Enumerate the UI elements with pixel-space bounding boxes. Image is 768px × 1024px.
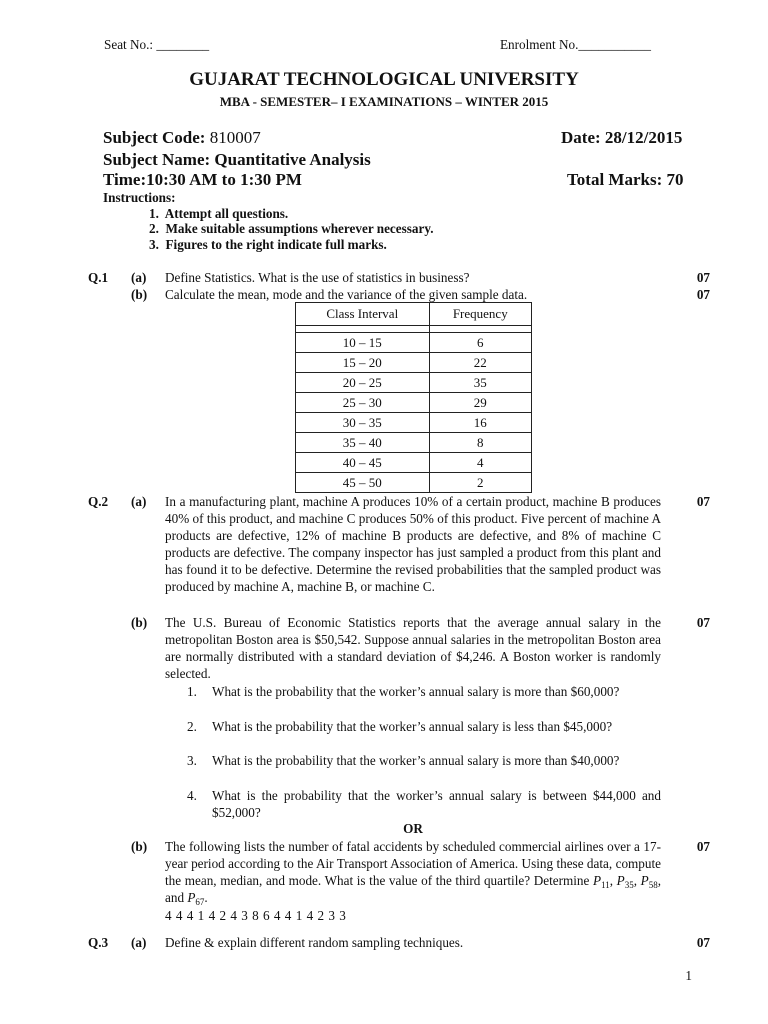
q3-part-a-label: (a) (131, 935, 147, 950)
list-item-number: 2. (187, 719, 197, 734)
instruction-item: 2. Make suitable assumptions wherever necessary. (149, 221, 434, 236)
instruction-item: 1. Attempt all questions. (149, 206, 289, 221)
list-item-number: 1. (187, 684, 197, 699)
question-2-number: Q.2 (88, 494, 109, 509)
table-row: 10 – 15 6 (296, 333, 532, 353)
table-spacer-row (296, 326, 532, 333)
q2-part-a-label: (a) (131, 494, 147, 509)
question-1-number: Q.1 (88, 270, 109, 285)
subject-name: Subject Name: Quantitative Analysis (103, 150, 371, 169)
frequency-table (295, 302, 532, 493)
q1-part-b-label: (b) (131, 287, 148, 302)
q2-part-b-alt-marks: 07 (696, 839, 710, 854)
table-header-cell: Class Interval (296, 303, 430, 326)
instructions-heading: Instructions: (103, 190, 176, 205)
subject-code-value: 810007 (209, 128, 261, 147)
table-row: 35 – 40 8 (296, 433, 532, 453)
q2-part-a-text: In a manufacturing plant, machine A produces 10% of a certain product, machine B produces 40% of this product, and machine C produces 50% of this product. Five percent of machine A products are defective, 12% of machine B products are defective, and 8% of machine C products are defective. The company inspector has just sampled a product from this plant and has found it to be defective. Determine the revised probabilities that the sampled product was produced by machine A, machine B, or machine C. (165, 494, 661, 594)
list-item: What is the probability that the worker’s annual salary is more than $60,000? (212, 684, 620, 699)
q2-part-a-marks: 07 (696, 494, 710, 509)
list-item: What is the probability that the worker’s annual salary is between $44,000 and $52,000? (212, 788, 661, 820)
exam-time: Time:10:30 AM to 1:30 PM (103, 170, 302, 189)
list-item-number: 4. (187, 788, 197, 803)
question-3-number: Q.3 (88, 935, 109, 950)
subject-code (103, 128, 261, 148)
q1-part-a-marks: 07 (696, 270, 710, 285)
table-row: 15 – 20 22 (296, 353, 532, 373)
table-row: 45 – 50 2 (296, 473, 532, 493)
accident-data-list: 4 4 4 1 4 2 4 3 8 6 4 4 1 4 2 3 3 (165, 908, 346, 923)
q1-part-a-text: Define Statistics. What is the use of statistics in business? (165, 270, 470, 285)
table-row: 40 – 45 4 (296, 453, 532, 473)
table-header-cell: Frequency (429, 303, 531, 326)
q1-part-a-label: (a) (131, 270, 147, 285)
enrolment-number-field: Enrolment No.___________ (500, 37, 651, 52)
q3-part-a-text: Define & explain different random sampling techniques. (165, 935, 464, 950)
exam-title: MBA - SEMESTER– I EXAMINATIONS – WINTER 2015 (219, 94, 549, 109)
list-item: What is the probability that the worker’s annual salary is less than $45,000? (212, 719, 613, 734)
or-separator: OR (403, 821, 423, 836)
table-header-row (296, 303, 532, 326)
subject-code-label: Subject Code: (103, 128, 206, 147)
q2-part-b-label: (b) (131, 615, 148, 630)
table-row: 25 – 30 29 (296, 393, 532, 413)
q1-part-b-marks: 07 (696, 287, 710, 302)
page-number: 1 (685, 968, 692, 983)
seat-number-field: Seat No.: ________ (104, 37, 210, 52)
q2-part-b-alt-label: (b) (131, 839, 148, 854)
table-row: 20 – 25 35 (296, 373, 532, 393)
q2-part-b-text: The U.S. Bureau of Economic Statistics reports that the average annual salary in the metropolitan Boston area is $50,542. Suppose annual salaries in the metropolitan Boston area are normally distributed with a standard deviation of $4,246. A Boston worker is randomly selected. (165, 615, 661, 681)
q2-part-b-marks: 07 (696, 615, 710, 630)
table-row: 30 – 35 16 (296, 413, 532, 433)
q1-part-b-text: Calculate the mean, mode and the variance of the given sample data. (165, 287, 528, 302)
q3-part-a-marks: 07 (696, 935, 710, 950)
q2-part-b-alt-text: The following lists the number of fatal accidents by scheduled commercial airlines over a 17-year period according to the Air Transport Association of America. Using these data, compute the mean, median, and mode. What is the value of the third quartile? Determine $P_{11}$, $P_{35}$, $P_{58}$, and $P_{67}$. (165, 839, 661, 907)
total-marks: Total Marks: 70 (567, 170, 684, 189)
list-item-number: 3. (187, 753, 197, 768)
university-title: GUJARAT TECHNOLOGICAL UNIVERSITY (189, 69, 579, 90)
exam-date: Date: 28/12/2015 (561, 128, 683, 147)
instruction-item: 3. Figures to the right indicate full marks. (149, 237, 387, 252)
list-item: What is the probability that the worker’s annual salary is more than $40,000? (212, 753, 620, 768)
